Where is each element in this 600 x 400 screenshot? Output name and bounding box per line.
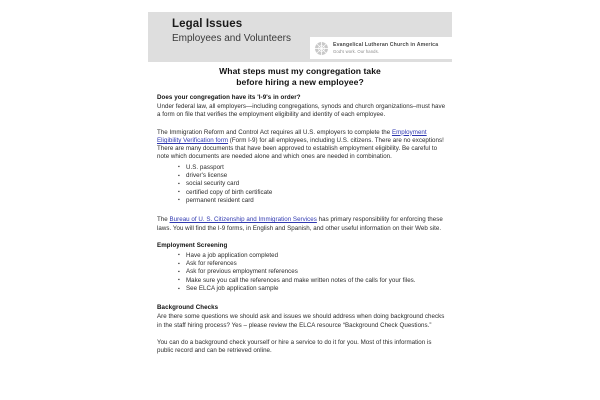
- list-item: ▪ driver's license: [178, 172, 447, 180]
- list-item: ▪ Make sure you call the references and make written notes of the calls for your files.: [178, 277, 447, 285]
- paragraph-background-checks-2: You can do a background check yourself or hire a service to do it for you. Most of this information is public record and can be retrieved online.: [157, 338, 432, 355]
- document-title-line2: before hiring a new employee?: [236, 77, 364, 87]
- logo-tagline: God's work. Our hands.: [333, 48, 380, 54]
- logo-organization-name: Evangelical Lutheran Church in America: [333, 41, 439, 48]
- list-item: ▪ social security card: [178, 180, 447, 188]
- list-item: ▪ See ELCA job application sample: [178, 285, 447, 293]
- section-heading-i9: Does your congregation have its 'I-9's in order?: [157, 94, 301, 101]
- logo-text-block: [333, 42, 438, 55]
- link-bureau-citizenship-immigration-services[interactable]: Bureau of U. S. Citizenship and Immigration Services: [169, 216, 317, 224]
- section-heading-employment-screening: Employment Screening: [157, 241, 228, 249]
- page-subtitle: Employees and Volunteers: [172, 33, 291, 44]
- list-item: ▪ Ask for references: [178, 260, 447, 268]
- list-item: ▪ U.S. passport: [178, 164, 447, 172]
- paragraph-background-checks-1: Are there some questions we should ask and issues we should address when doing background checks in the staff hiring process? Yes – please review the ELCA resource “Background Check Questions.”: [157, 313, 445, 329]
- list-item: ▪ permanent resident card: [178, 197, 447, 205]
- page-title: Legal Issues: [172, 18, 243, 30]
- section-heading-background-checks: Background Checks: [157, 304, 219, 312]
- paragraph-federal-law: Under federal law, all employers—including congregations, synods and church organizations–must have a form on file that verifies the employment eligibility and identity of each employee.: [157, 103, 446, 119]
- list-item: ▪ certified copy of birth certificate: [178, 189, 447, 197]
- text-after-link: has primary responsibility for enforcing these laws. You will find the I-9 forms, in English and Spanish, and other useful information on their Web site.: [157, 216, 443, 232]
- document-title: [148, 66, 452, 88]
- text-before-link: The Immigration Reform and Control Act requires all U.S. employers to complete the: [157, 128, 392, 136]
- text-after-link: (Form I-9) for all employees, including U.S. citizens. There are no exceptions! There are many documents that have been approved to establish employment eligibility. Be careful to note which documents are needed alone and which ones are needed in combination.: [157, 136, 444, 161]
- document-body: [157, 94, 447, 356]
- list-item: ▪ Have a job application completed: [178, 252, 447, 260]
- employment-screening-list: [157, 252, 447, 293]
- paragraph-immigration-act: [157, 129, 447, 162]
- elca-globe-cross-icon: [314, 41, 329, 56]
- text-before-link: The: [157, 216, 170, 224]
- document-title-line1: What steps must my congregation take: [219, 66, 381, 76]
- list-item: ▪ Ask for previous employment references: [178, 268, 447, 276]
- paragraph-uscis: [157, 216, 447, 233]
- link-employment-eligibility-verification-form[interactable]: Employment Eligibility Verification form: [157, 128, 427, 144]
- organization-logo: [310, 37, 455, 59]
- documents-list: [157, 164, 447, 205]
